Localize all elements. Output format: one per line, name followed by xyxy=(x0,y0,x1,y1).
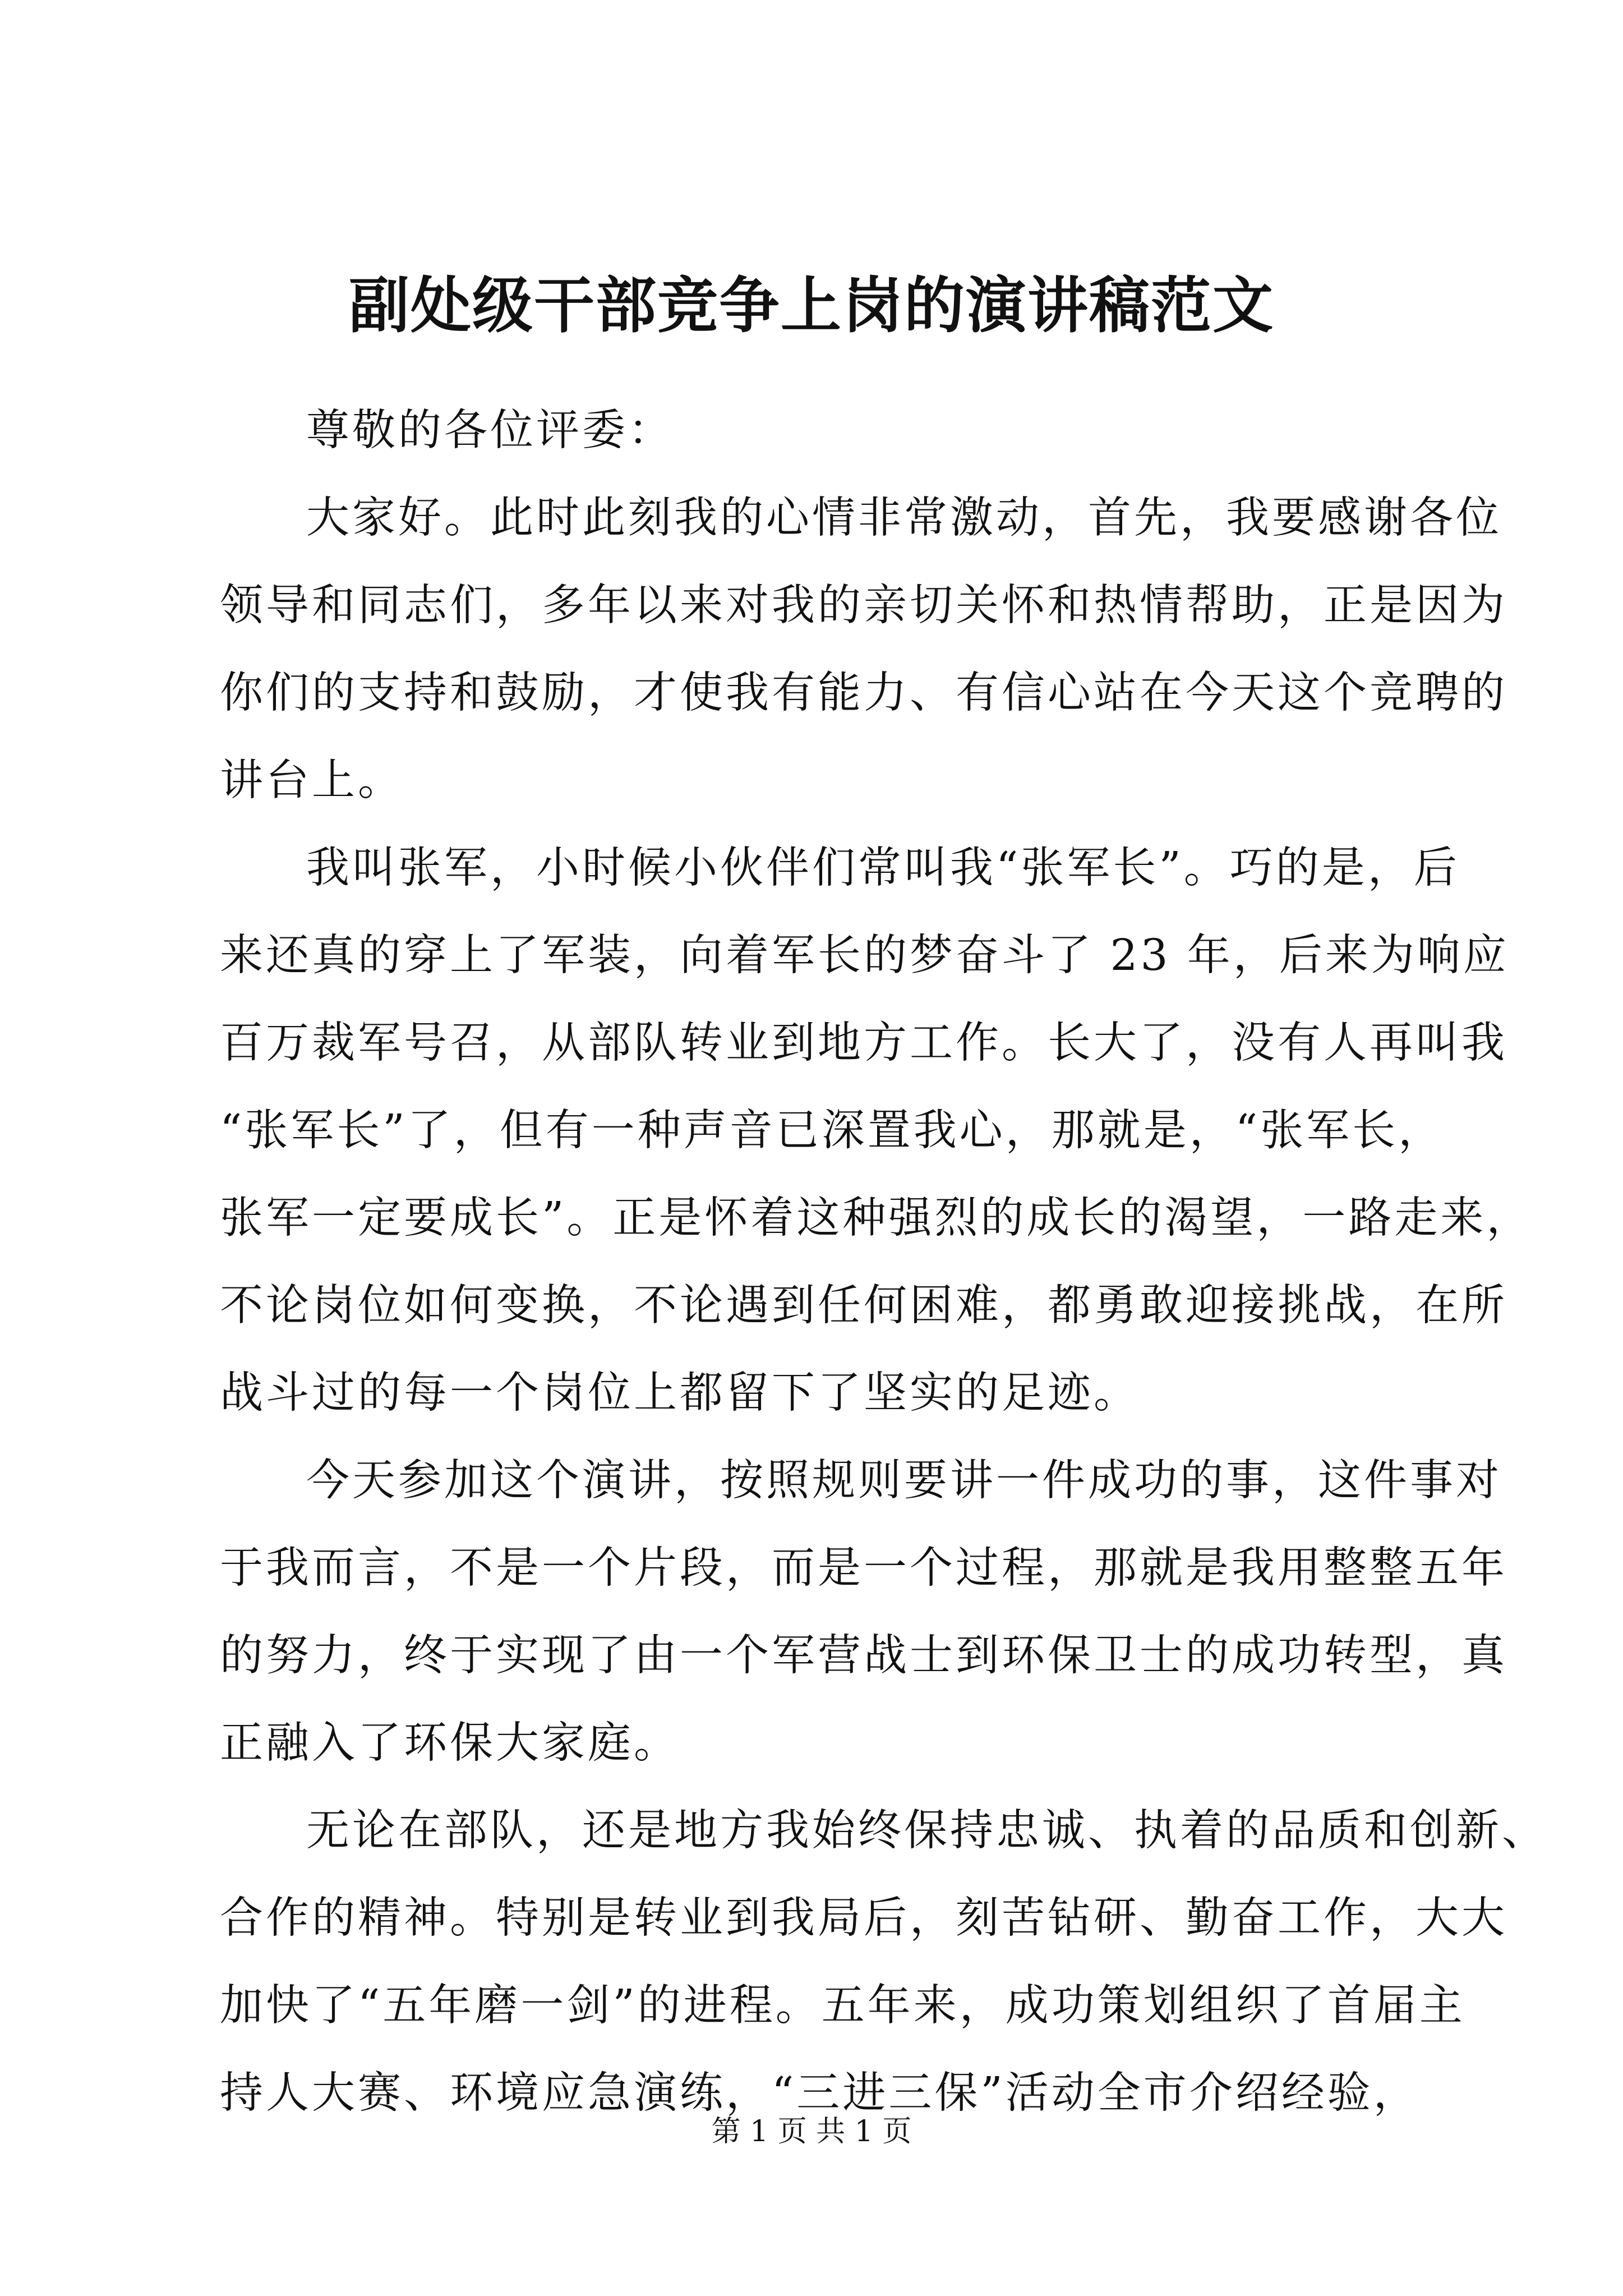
text-line: 正融入了环保大家庭。 xyxy=(220,1718,680,1768)
document-body xyxy=(220,387,1548,2137)
text-line: 今天参加这个演讲，按照规则要讲一件成功的事，这件事对 xyxy=(306,1456,1502,1506)
text-line: 的努力，终于实现了由一个军营战士到环保卫士的成功转型，真 xyxy=(220,1631,1507,1681)
text-line: 于我而言，不是一个片段，而是一个过程，那就是我用整整五年 xyxy=(220,1543,1507,1593)
page-footer: 第 1 页 共 1 页 xyxy=(711,2115,912,2148)
text-line: 百万裁军号召，从部队转业到地方工作。长大了，没有人再叫我 xyxy=(220,1018,1507,1068)
text-line: 我叫张军，小时候小伙伴们常叫我“张军长”。巧的是，后 xyxy=(306,843,1460,893)
text-line: 来还真的穿上了军装，向着军长的梦奋斗了 23 年，后来为响应 xyxy=(220,931,1509,981)
text-line: 加快了“五年磨一剑”的进程。五年来，成功策划组织了首届主 xyxy=(220,1981,1465,2031)
text-line: 张军一定要成长”。正是怀着这种强烈的成长的渴望，一路走来， xyxy=(220,1193,1533,1243)
text-line: 不论岗位如何变换，不论遇到任何困难，都勇敢迎接挑战，在所 xyxy=(220,1281,1507,1331)
text-line: 讲台上。 xyxy=(220,756,404,806)
text-line: 大家好。此时此刻我的心情非常激动，首先，我要感谢各位 xyxy=(306,493,1502,543)
text-line: 持人大赛、环境应急演练，“三进三保”活动全市介绍经验， xyxy=(220,2068,1419,2118)
document-title: 副处级干部竞争上岗的演讲稿范文 xyxy=(348,270,1274,341)
text-line: 战斗过的每一个岗位上都留下了坚实的足迹。 xyxy=(220,1368,1140,1418)
text-line: 你们的支持和鼓励，才使我有能力、有信心站在今天这个竞聘的 xyxy=(220,668,1507,718)
text-line: 合作的精神。特别是转业到我局后，刻苦钻研、勤奋工作，大大 xyxy=(220,1893,1507,1943)
text-line: “张军长”了，但有一种声音已深置我心，那就是，“张军长， xyxy=(220,1106,1445,1156)
text-line: 无论在部队，还是地方我始终保持忠诚、执着的品质和创新、 xyxy=(306,1806,1548,1856)
text-line: 领导和同志们，多年以来对我的亲切关怀和热情帮助，正是因为 xyxy=(220,581,1507,631)
salutation-line: 尊敬的各位评委： xyxy=(306,406,674,455)
